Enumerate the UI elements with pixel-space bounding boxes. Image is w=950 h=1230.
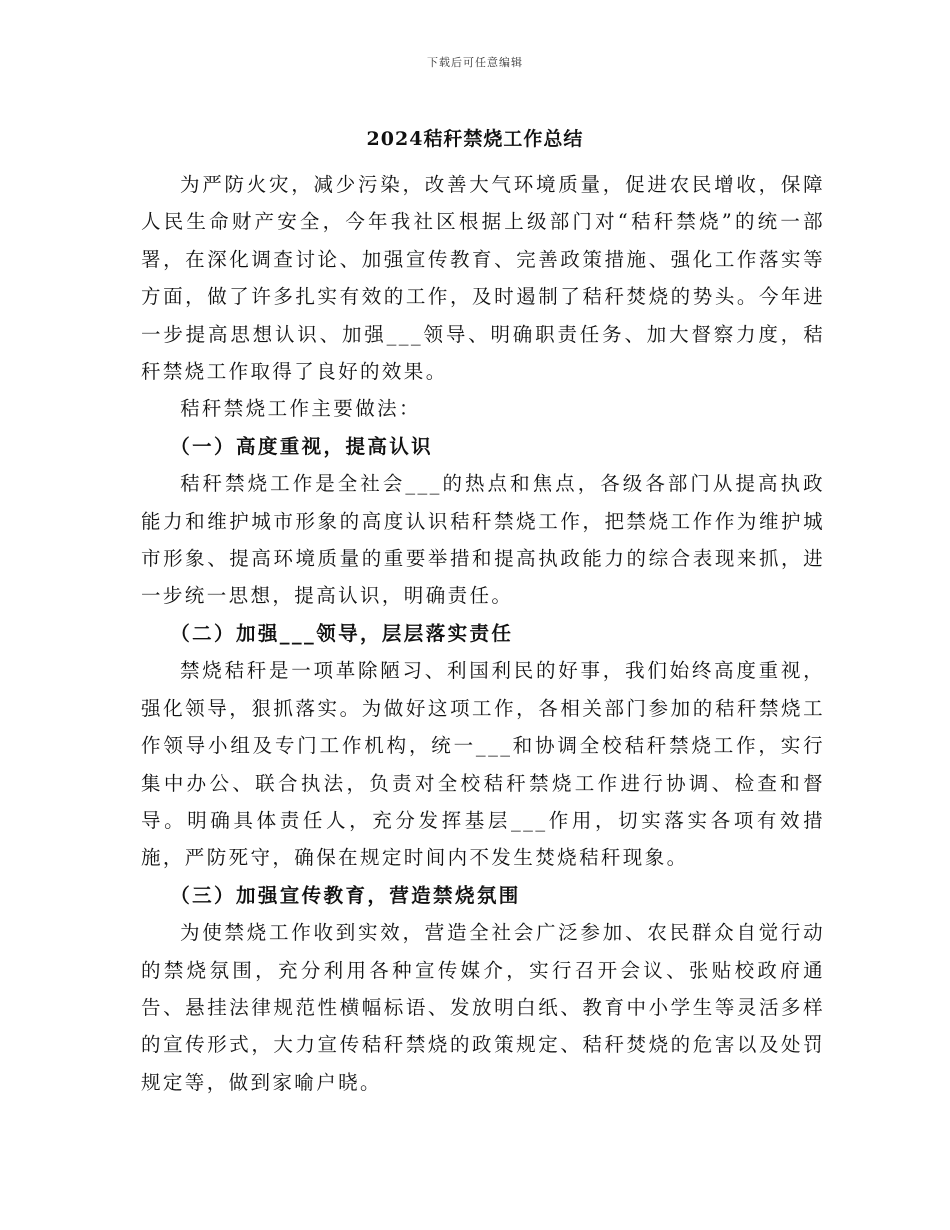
section-heading-3: （三）加强宣传教育，营造禁烧氛围: [170, 883, 521, 907]
document-title: 2024秸秆禁烧工作总结: [366, 128, 584, 150]
section-heading-1: （一）高度重视，提高认识: [170, 434, 434, 458]
methods-intro-paragraph: 秸秆禁烧工作主要做法：: [180, 397, 421, 421]
header-note: 下载后可任意编辑: [427, 56, 523, 69]
section-3-paragraph: 为使禁烧工作收到实效，营造全社会广泛参加、农民群众自觉行动的禁烧氛围，充分利用各种宣传媒介，实行召开会议、张贴校政府通告、悬挂法律规范性横幅标语、发放明白纸、教育中小学生等灵活多样的宣传形式，大力宣传秸秆禁烧的政策规定、秸秆焚烧的危害以及处罚规定等，做到家喻户晓。: [141, 921, 825, 1094]
section-heading-2: （二）加强___领导，层层落实责任: [170, 621, 514, 645]
intro-paragraph: 为严防火灾，减少污染，改善大气环境质量，促进农民增收，保障人民生命财产安全，今年我社区根据上级部门对“秸秆禁烧”的统一部署，在深化调查讨论、加强宣传教育、完善政策措施、强化工作落实等方面，做了许多扎实有效的工作，及时遏制了秸秆焚烧的势头。今年进一步提高思想认识、加强___领导、明确职责任务、加大督察力度，秸秆禁烧工作取得了良好的效果。: [141, 173, 825, 384]
document-body: [141, 166, 825, 1101]
section-1-paragraph: 秸秆禁烧工作是全社会___的热点和焦点，各级各部门从提高执政能力和维护城市形象的高度认识秸秆禁烧工作，把禁烧工作作为维护城市形象、提高环境质量的重要举措和提高执政能力的综合表现来抓，进一步统一思想，提高认识，明确责任。: [141, 472, 825, 608]
section-2-paragraph: 禁烧秸秆是一项革除陋习、利国利民的好事，我们始终高度重视，强化领导，狠抓落实。为做好这项工作，各相关部门参加的秸秆禁烧工作领导小组及专门工作机构，统一___和协调全校秸秆禁烧工作，实行集中办公、联合执法，负责对全校秸秆禁烧工作进行协调、检查和督导。明确具体责任人，充分发挥基层___作用，切实落实各项有效措施，严防死守，确保在规定时间内不发生焚烧秸秆现象。: [141, 659, 825, 870]
